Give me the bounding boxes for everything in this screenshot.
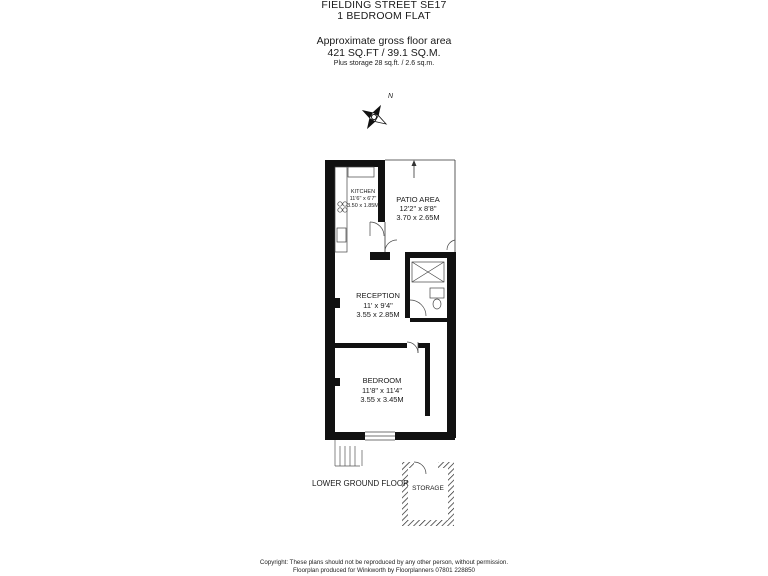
area-label: Approximate gross floor area	[316, 35, 452, 47]
kitchen-units	[335, 167, 384, 252]
compass-north-label: N	[388, 93, 394, 100]
windows	[365, 432, 395, 440]
front-steps	[335, 440, 362, 466]
patio-metric: 3.70 x 2.65M	[396, 213, 440, 222]
copyright-text: Copyright: These plans should not be reproduced by any other person, without permission.	[259, 559, 509, 566]
kitchen-metric: 3.50 x 1.85M	[347, 203, 379, 209]
bathroom-fittings	[412, 262, 444, 309]
reception-metric: 3.55 x 2.85M	[356, 310, 400, 319]
storage-outline	[402, 462, 454, 526]
compass-icon	[355, 98, 393, 136]
storage-area: Plus storage 28 sq.ft. / 2.6 sq.m.	[333, 60, 435, 67]
area-value: 421 SQ.FT / 39.1 SQ.M.	[327, 47, 441, 59]
bedroom-metric: 3.55 x 3.45M	[360, 395, 404, 404]
footer	[184, 559, 584, 574]
street-title: FIELDING STREET SE17	[321, 0, 447, 11]
reception-imperial: 11' x 9'4"	[363, 301, 393, 310]
room-bedroom-label	[360, 376, 403, 404]
patio-steps-arrow-icon	[412, 160, 417, 178]
kitchen-name: KITCHEN	[350, 189, 376, 195]
kitchen-imperial: 11'6" x 6'7"	[349, 196, 377, 202]
floor-label: LOWER GROUND FLOOR	[312, 479, 409, 488]
bedroom-name: BEDROOM	[362, 376, 402, 385]
flat-type: 1 BEDROOM FLAT	[337, 10, 431, 22]
patio-name: PATIO AREA	[396, 195, 440, 204]
room-kitchen-label	[347, 189, 379, 209]
bedroom-imperial: 11'8" x 11'4"	[361, 386, 403, 395]
reception-name: RECEPTION	[356, 291, 400, 300]
produced-by-text: Floorplan produced for Winkworth by Floorplanners 07801 228850	[293, 566, 475, 574]
room-patio-label	[396, 195, 439, 222]
storage-name: STORAGE	[412, 485, 444, 492]
patio-imperial: 12'2" x 8'8"	[399, 204, 437, 213]
room-reception-label	[356, 291, 400, 319]
